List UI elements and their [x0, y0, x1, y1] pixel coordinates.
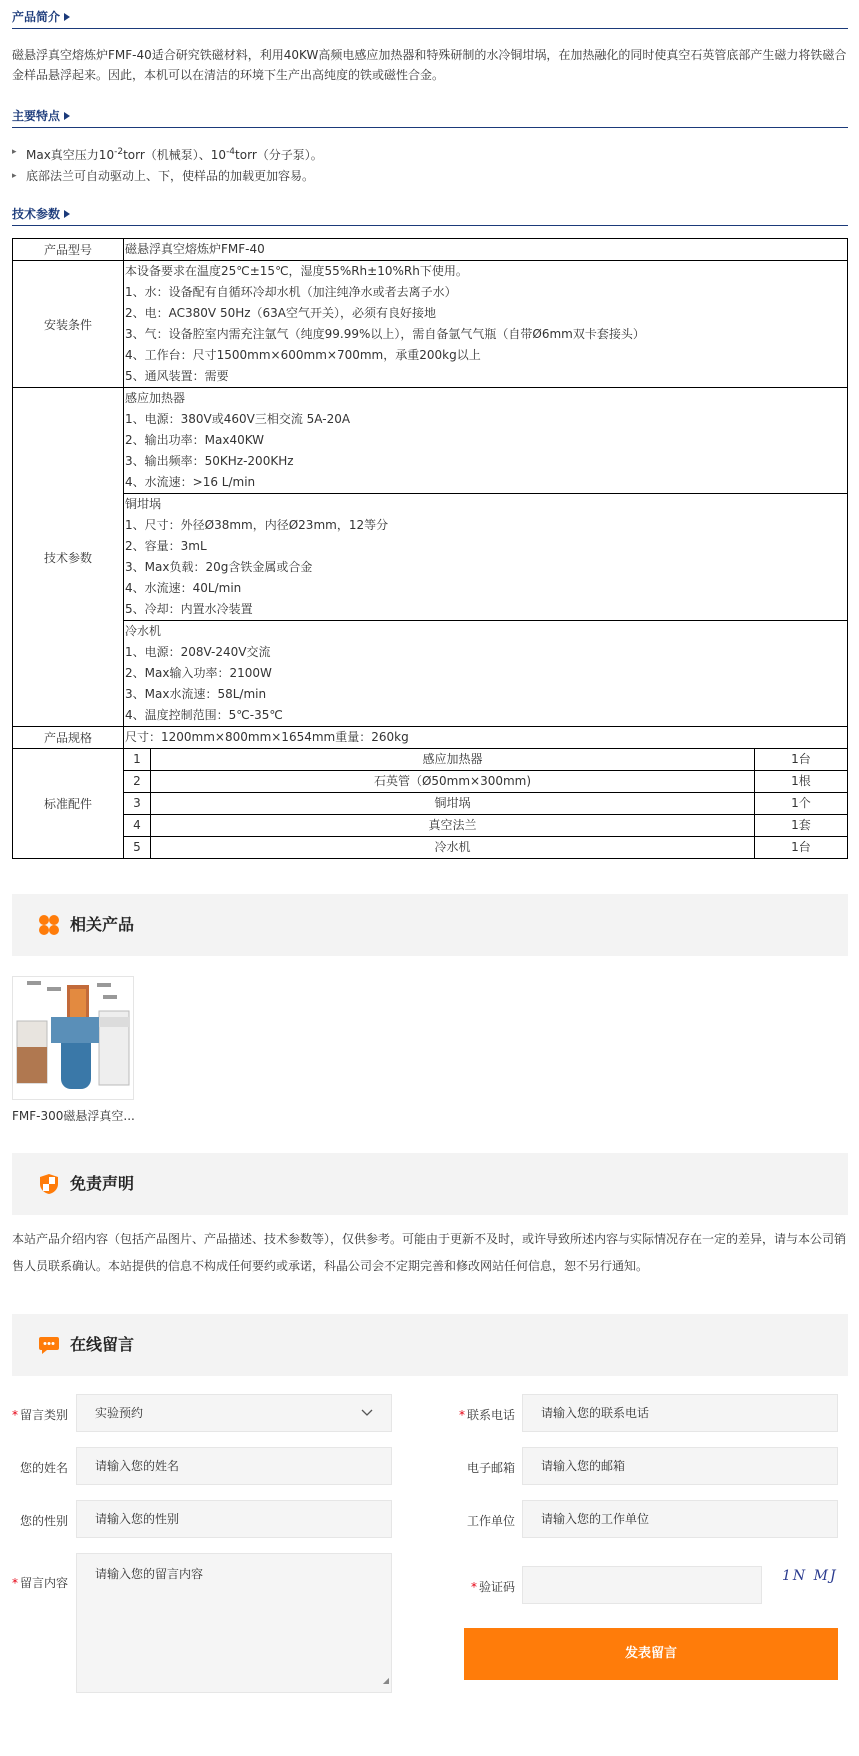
section-title-text: 产品简介 — [12, 10, 61, 24]
content-textarea[interactable]: 请输入您的留言内容 ◢ — [76, 1553, 392, 1693]
crucible-line: 4、水流速：40L/min — [125, 581, 242, 595]
company-label: 工作单位 — [466, 1514, 515, 1528]
arrow-right-icon — [64, 112, 70, 120]
email-label: 电子邮箱 — [466, 1461, 515, 1475]
heater-line: 感应加热器 — [125, 391, 186, 405]
chevron-down-icon — [361, 1395, 373, 1431]
feature-item: ▸ Max真空压力$10^{-2}torr$（机械泵）、$10^{-4}torr$（分子泵）。 — [12, 142, 848, 166]
section-title-text: 主要特点 — [12, 109, 61, 123]
company-input[interactable]: 请输入您的工作单位 — [522, 1500, 838, 1538]
section-title-params — [12, 197, 848, 226]
spec-value-heater — [124, 388, 848, 494]
spec-value-accessories — [124, 749, 848, 859]
product-detail — [12, 0, 848, 859]
install-line: 本设备要求在温度25℃±15℃，湿度55%Rh±10%Rh下使用。 — [125, 264, 468, 278]
disclaimer-text: 本站产品介绍内容（包括产品图片、产品描述、技术参数等），仅供参考。可能由于更新不及时，或许导致所述内容与实际情况存在一定的差异，请与本公司销售人员联系确认。本站提供的信息不构成任何要约或承诺，科晶公司会不定期完善和修改网站任何信息，恕不另行通知。 — [12, 1232, 847, 1273]
shield-icon — [38, 1173, 60, 1195]
crucible-line: 5、冷却：内置水冷装置 — [125, 602, 253, 616]
install-line: 2、电：AC380V 50Hz（63A空气开关），必须有良好接地 — [125, 306, 437, 320]
feature-item: ▸ 底部法兰可自动驱动上、下，使样品的加载更加容易。 — [12, 166, 848, 187]
section-title-intro — [12, 0, 848, 29]
chiller-line: 4、温度控制范围：5℃-35℃ — [125, 708, 283, 722]
table-row: 5 冷水机 1台 — [124, 837, 847, 859]
phone-input[interactable]: 请输入您的联系电话 — [522, 1394, 838, 1432]
related-product-caption[interactable]: FMF-300磁悬浮真空... — [12, 1109, 135, 1123]
category-select[interactable] — [76, 1394, 392, 1432]
heater-line: 3、输出频率：50KHz-200KHz — [125, 454, 294, 468]
spec-label-size: 产品规格 — [13, 727, 124, 749]
spec-label-tech: 技术参数 — [13, 388, 124, 727]
spec-table — [12, 238, 848, 859]
crucible-line: 1、尺寸：外径Ø38mm，内径Ø23mm，12等分 — [125, 518, 389, 532]
clover-icon — [38, 914, 60, 936]
phone-label: * 联系电话 — [458, 1408, 515, 1422]
spec-value-model: 磁悬浮真空熔炼炉FMF-40 — [124, 239, 848, 261]
category-label: * 留言类别 — [11, 1408, 68, 1422]
table-row: 3 铜坩埚 1个 — [124, 793, 847, 815]
gender-input[interactable]: 请输入您的性别 — [76, 1500, 392, 1538]
install-line: 5、通风装置：需要 — [125, 369, 229, 383]
heater-line: 2、输出功率：Max40KW — [125, 433, 265, 447]
related-product-thumbnail[interactable] — [12, 976, 134, 1100]
spec-value-crucible — [124, 494, 848, 621]
spec-label-model: 产品型号 — [13, 239, 124, 261]
section-title-text: 技术参数 — [12, 207, 61, 221]
accessory-table — [124, 749, 847, 858]
name-input[interactable]: 请输入您的姓名 — [76, 1447, 392, 1485]
intro-text: 磁悬浮真空熔炼炉FMF-40适合研究铁磁材料，利用40KW高频电感应加热器和特殊研制的水冷铜坩埚，在加热融化的同时使真空石英管底部产生磁力将铁磁合金样品悬浮起来。因此，本机可以在清洁的环境下生产出高纯度的铁或磁性合金。 — [12, 48, 847, 82]
disclaimer-title: 免责声明 — [70, 1174, 135, 1193]
gender-label: 您的性别 — [19, 1514, 68, 1528]
install-line: 1、水：设备配有自循环冷却水机（加注纯净水或者去离子水） — [125, 285, 457, 299]
content-label: * 留言内容 — [11, 1576, 68, 1590]
chiller-line: 2、Max输入功率：2100W — [125, 666, 272, 680]
table-row: 2 石英管（Ø50mm×300mm) 1根 — [124, 771, 847, 793]
disclaimer-header — [12, 1153, 848, 1215]
chiller-line: 3、Max水流速：58L/min — [125, 687, 267, 701]
spec-value-install — [124, 261, 848, 388]
spec-value-chiller — [124, 621, 848, 727]
message-title: 在线留言 — [70, 1335, 135, 1354]
name-label: 您的姓名 — [19, 1461, 68, 1475]
crucible-line: 2、容量：3mL — [125, 539, 207, 553]
install-line: 3、气：设备腔室内需充注氩气（纯度99.99%以上），需自备氩气气瓶（自带Ø6mm双卡套接头） — [125, 327, 645, 341]
chiller-line: 冷水机 — [125, 624, 162, 638]
category-selected-value: 实验预约 — [95, 1406, 144, 1420]
table-row: 4 真空法兰 1套 — [124, 815, 847, 837]
captcha-label: * 验证码 — [470, 1580, 515, 1594]
heater-line: 1、电源：380V或460V三相交流 5A-20A — [125, 412, 351, 426]
feature-list — [12, 142, 848, 187]
related-products-title: 相关产品 — [70, 915, 135, 934]
submit-button[interactable]: 发表留言 — [464, 1628, 838, 1680]
heater-line: 4、水流速：>16 L/min — [125, 475, 256, 489]
chiller-line: 1、电源：208V-240V交流 — [125, 645, 271, 659]
section-title-features — [12, 99, 848, 128]
product-image — [13, 977, 133, 1099]
email-input[interactable]: 请输入您的邮箱 — [522, 1447, 838, 1485]
spec-label-accessories: 标准配件 — [13, 749, 124, 859]
install-line: 4、工作台：尺寸1500mm×600mm×700mm，承重200kg以上 — [125, 348, 481, 362]
crucible-line: 3、Max负载：20g含铁金属或合金 — [125, 560, 313, 574]
message-header — [12, 1314, 848, 1376]
table-row: 1 感应加热器 1台 — [124, 749, 847, 771]
captcha-image[interactable]: 1N MJ — [782, 1568, 838, 1584]
crucible-line: 铜坩埚 — [125, 497, 162, 511]
captcha-input[interactable] — [522, 1566, 762, 1604]
related-products-header — [12, 894, 848, 956]
spec-label-install: 安装条件 — [13, 261, 124, 388]
arrow-right-icon — [64, 13, 70, 21]
resize-handle-icon[interactable]: ◢ — [382, 1676, 389, 1685]
arrow-right-icon — [64, 210, 70, 218]
chat-bubble-icon — [38, 1334, 60, 1356]
spec-value-size: 尺寸：1200mm×800mm×1654mm重量：260kg — [124, 727, 848, 749]
